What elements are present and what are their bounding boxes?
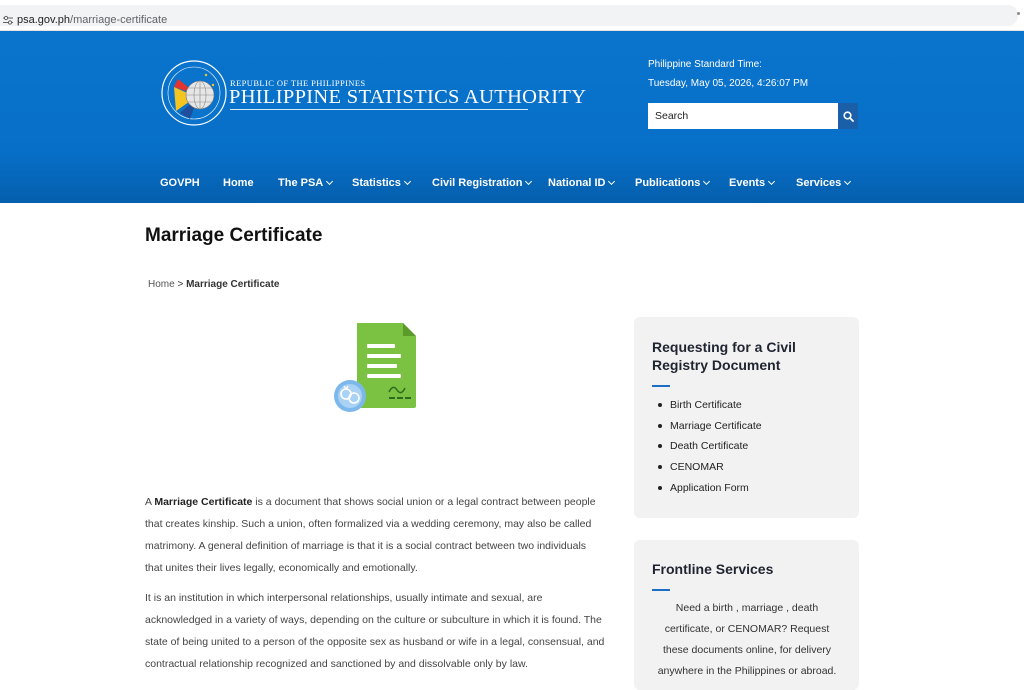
url-field[interactable] [0,5,1018,26]
site-header [0,31,1024,203]
search-icon [843,111,854,122]
breadcrumb-separator: > [174,279,187,290]
paragraph-institution: It is an institution in which interpersonal relationships, usually intimate and sexual, are acknowledged in a variety of ways, depending on the culture or subculture in which it is found. The state of being united to a person of the opposite sex as husband or wife in a legal, consensual, and contractual relationship recognized and sanctioned by and dissolvable only by law. [145,592,605,670]
chevron-down-icon [844,178,851,185]
marriage-certificate-document-icon [333,320,419,416]
nav-home[interactable] [223,172,254,194]
nav-label: National ID [548,177,606,189]
search-box [648,103,858,129]
title-rule [652,385,670,387]
nav-national-id[interactable] [548,172,614,194]
url-text [17,14,167,26]
republic-text: REPUBLIC OF THE PHILIPPINES [230,78,366,88]
nav-govph[interactable] [160,172,200,194]
agency-name[interactable]: PHILIPPINE STATISTICS AUTHORITY [229,86,587,108]
title-rule [652,589,670,591]
page-title: Marriage Certificate [145,225,323,246]
nav-events[interactable] [729,172,774,194]
pst-time: Tuesday, May 05, 2026, 4:26:07 PM [648,78,809,89]
nav-label: Statistics [352,177,401,189]
list-item-cenomar[interactable]: CENOMAR [658,457,762,478]
nav-label: GOVPH [160,177,200,189]
breadcrumb-current: Marriage Certificate [186,279,280,290]
more-icon[interactable] [1017,12,1020,15]
chevron-down-icon [608,178,615,185]
chevron-down-icon [768,178,775,185]
main-nav [0,172,1024,202]
card-title: Frontline Services [652,561,774,577]
nav-statistics[interactable] [352,172,410,194]
chevron-down-icon [525,178,532,185]
url-path: /marriage-certificate [70,14,168,26]
search-button[interactable] [838,103,858,129]
nav-label: Publications [635,177,701,189]
search-input[interactable] [648,103,838,129]
list-item-application-form[interactable]: Application Form [658,478,762,499]
list-item-marriage-certificate[interactable]: Marriage Certificate [658,416,762,437]
paragraph-intro [145,491,605,579]
para1-rest: is a document that shows social union or a legal contract between people that creates kinship. Such a union, often formalized via a wedding ceremony, may also be called matrimony. A general definition of marriage is that it is a social contract between two individuals that unites their lives legally, economically and emotionally. [145,496,596,574]
list-item-death-certificate[interactable]: Death Certificate [658,436,762,457]
nav-civil-registration[interactable] [432,172,531,194]
nav-label: Events [729,177,766,189]
chevron-down-icon [703,178,710,185]
nav-services[interactable] [796,172,850,194]
nav-label: Home [223,177,254,189]
nav-publications[interactable] [635,172,709,194]
card-title: Requesting for a Civil Registry Document [652,339,796,373]
frontline-description: Need a birth , marriage , death certificate, or CENOMAR? Request these documents online, for delivery anywhere in the Philippines or abroad. [657,602,837,677]
nav-label: Services [796,177,842,189]
para1-prefix: A [145,496,155,508]
pst-label: Philippine Standard Time: [648,59,762,70]
psa-logo-icon[interactable] [158,57,228,135]
civil-registry-card [634,317,859,518]
nav-the-psa[interactable] [278,172,332,194]
chevron-down-icon [404,178,411,185]
site-settings-icon[interactable] [3,15,13,25]
nav-label: The PSA [278,177,324,189]
browser-address-bar [0,0,1024,31]
url-host: psa.gov.ph [17,14,71,26]
breadcrumb [148,279,279,290]
article-body [145,491,605,683]
chevron-down-icon [326,178,333,185]
breadcrumb-home[interactable]: Home [148,279,175,290]
para1-bold: Marriage Certificate [154,496,253,508]
nav-label: Civil Registration [432,177,523,189]
document-list [658,395,762,498]
agency-underline [230,109,528,110]
list-item-birth-certificate[interactable]: Birth Certificate [658,395,762,416]
frontline-services-card [634,540,859,690]
